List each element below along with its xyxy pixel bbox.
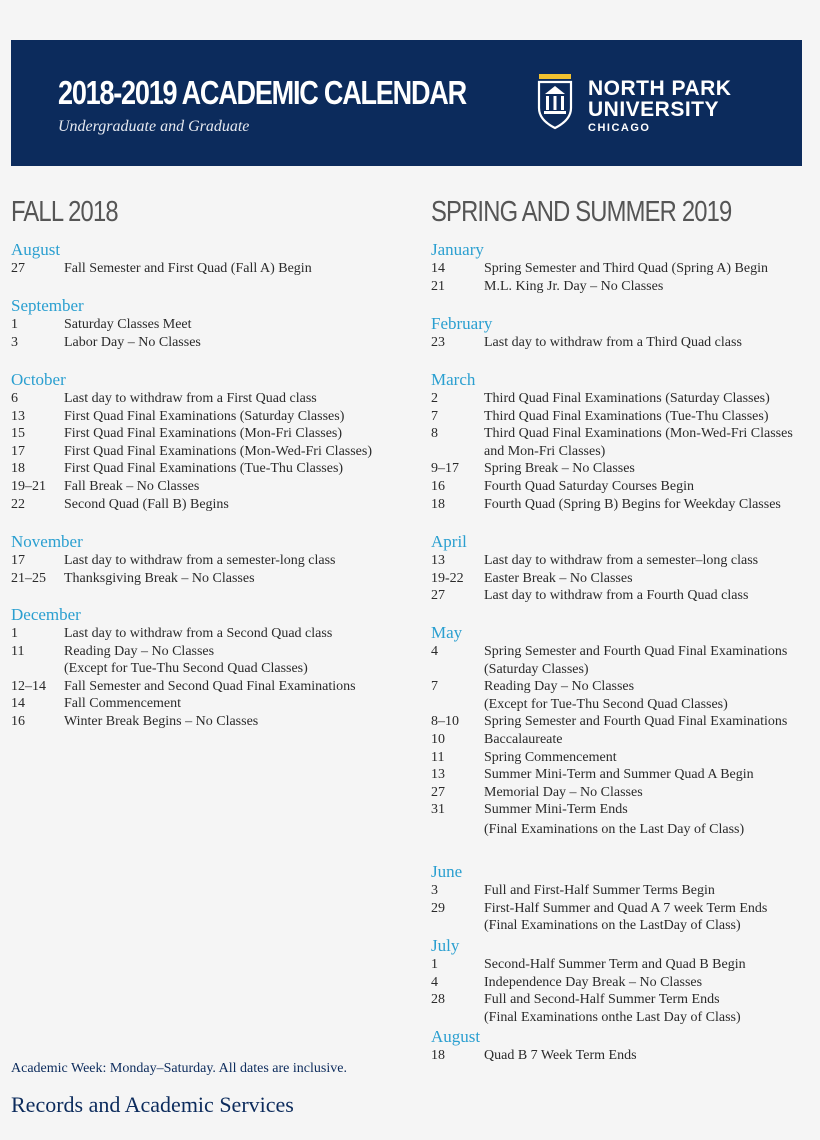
entry-date: 4 <box>431 644 438 659</box>
month-heading: May <box>431 623 463 642</box>
entry-text: Last day to withdraw from a Fourth Quad class <box>484 588 749 604</box>
month-heading: January <box>431 240 484 259</box>
entry-date: 7 <box>431 408 438 424</box>
entry-date: 27 <box>11 261 25 276</box>
entry-text: Thanksgiving Break – No Classes <box>64 570 255 586</box>
entry-date: 6 <box>11 391 18 406</box>
entry-date: 12–14 <box>11 678 46 694</box>
entry-date: 2 <box>431 391 438 406</box>
page-title: 2018-2019 ACADEMIC CALENDAR <box>58 74 466 111</box>
entry-text: Spring Semester and Fourth Quad Final Examinations <box>484 714 788 730</box>
entry-text: First Quad Final Examinations (Mon-Wed-Fri Classes) <box>64 443 373 459</box>
entry-text: Third Quad Final Examinations (Mon-Wed-Fri Classes <box>484 426 793 442</box>
month-heading: October <box>11 370 66 389</box>
entry-date: 13 <box>431 553 445 568</box>
entry-date: 13 <box>431 767 445 783</box>
entry-date: 1 <box>11 317 18 332</box>
entry-text: Fall Break – No Classes <box>64 479 200 494</box>
entry-text: (Final Examinations on the Last Day of Class) <box>484 822 745 837</box>
entry-text: Full and First-Half Summer Terms Begin <box>484 883 715 898</box>
entry-text: Last day to withdraw from a semester-long class <box>64 553 336 568</box>
entry-date: 19–21 <box>11 479 46 494</box>
entry-text: Saturday Classes Meet <box>64 317 192 332</box>
entry-text: Fall Commencement <box>64 696 182 712</box>
entry-text: Last day to withdraw from a Second Quad class <box>64 626 333 641</box>
entry-date: 17 <box>11 553 25 568</box>
entry-date: 18 <box>11 461 25 477</box>
entry-text: First Quad Final Examinations (Mon-Fri Classes) <box>64 426 343 442</box>
entry-date: 4 <box>431 974 438 990</box>
entry-text: Full and Second-Half Summer Term Ends <box>484 992 720 1008</box>
entry-text: Fourth Quad (Spring B) Begins for Weekday Classes <box>484 496 781 512</box>
entry-date: 1 <box>431 957 438 972</box>
entry-date: 23 <box>431 335 445 350</box>
month-heading: June <box>431 862 463 881</box>
entry-date: 9–17 <box>431 461 459 477</box>
header-banner <box>11 40 802 166</box>
logo-line-3: CHICAGO <box>588 122 651 134</box>
entry-text: Last day to withdraw from a First Quad class <box>64 391 317 406</box>
entry-date: 18 <box>431 496 445 512</box>
entry-text: Easter Break – No Classes <box>484 570 633 586</box>
entry-date: 11 <box>431 749 445 765</box>
entry-date: 31 <box>431 802 445 818</box>
entry-date: 28 <box>431 992 445 1008</box>
fall-heading: FALL 2018 <box>11 196 118 228</box>
page-subtitle: Undergraduate and Graduate <box>58 118 250 135</box>
entry-date: 14 <box>11 696 25 712</box>
entry-text: Last day to withdraw from a Third Quad class <box>484 335 742 350</box>
entry-text: Third Quad Final Examinations (Saturday Classes) <box>484 391 770 406</box>
entry-text: Winter Break Begins – No Classes <box>64 714 259 729</box>
entry-date: 8 <box>431 426 438 442</box>
entry-text: Reading Day – No Classes <box>484 679 635 695</box>
entry-text: First Quad Final Examinations (Saturday Classes) <box>64 408 345 424</box>
entry-date: 8–10 <box>431 714 459 730</box>
month-heading: August <box>431 1027 481 1046</box>
spring-heading: SPRING AND SUMMER 2019 <box>431 196 732 228</box>
month-heading: February <box>431 314 493 333</box>
entry-text: Quad B 7 Week Term Ends <box>484 1048 637 1063</box>
entry-date: 14 <box>431 261 445 276</box>
entry-date: 3 <box>11 334 18 350</box>
footer-note: Academic Week: Monday–Saturday. All dates are inclusive. <box>11 1061 347 1076</box>
logo-line-2: UNIVERSITY <box>588 98 720 121</box>
entry-text: (Final Examinations onthe Last Day of Class) <box>484 1009 741 1025</box>
entry-date: 27 <box>431 784 445 800</box>
entry-text: Third Quad Final Examinations (Tue-Thu Classes) <box>484 408 769 424</box>
entry-text: Spring Semester and Fourth Quad Final Examinations <box>484 644 788 659</box>
entry-text: First Quad Final Examinations (Tue-Thu Classes) <box>64 461 344 477</box>
entry-date: 21 <box>431 278 445 294</box>
entry-date: 10 <box>431 732 445 747</box>
entry-text: M.L. King Jr. Day – No Classes <box>484 278 664 294</box>
entry-date: 19-22 <box>431 570 464 586</box>
entry-text: Summer Mini-Term and Summer Quad A Begin <box>484 767 754 783</box>
entry-date: 3 <box>431 883 438 898</box>
month-heading: August <box>11 240 61 259</box>
entry-date: 18 <box>431 1048 445 1063</box>
month-heading: July <box>431 936 460 955</box>
building-shield-icon <box>536 72 574 130</box>
entry-date: 15 <box>11 426 25 442</box>
entry-text: and Mon-Fri Classes) <box>484 443 606 459</box>
entry-text: Fourth Quad Saturday Courses Begin <box>484 479 694 494</box>
logo-line-1: NORTH PARK <box>588 77 732 100</box>
month-heading: November <box>11 532 83 551</box>
entry-text: (Final Examinations on the LastDay of Class) <box>484 918 741 934</box>
entry-date: 27 <box>431 588 445 604</box>
month-heading: September <box>11 296 84 315</box>
entry-text: Memorial Day – No Classes <box>484 784 643 800</box>
entry-text: Spring Break – No Classes <box>484 461 635 477</box>
entry-text: Spring Commencement <box>484 749 617 765</box>
entry-text: Labor Day – No Classes <box>64 334 201 350</box>
entry-text: Fall Semester and First Quad (Fall A) Begin <box>64 261 312 276</box>
entry-date: 17 <box>11 443 25 459</box>
entry-text: Baccalaureate <box>484 732 563 747</box>
entry-date: 1 <box>11 626 18 641</box>
entry-date: 13 <box>11 408 25 424</box>
entry-text: Last day to withdraw from a semester–long class <box>484 553 759 568</box>
entry-date: 16 <box>431 479 445 494</box>
entry-text: (Saturday Classes) <box>484 661 589 677</box>
entry-text: Second Quad (Fall B) Begins <box>64 496 229 512</box>
entry-date: 16 <box>11 714 25 729</box>
entry-date: 29 <box>431 900 445 916</box>
entry-text: Independence Day Break – No Classes <box>484 974 703 990</box>
entry-date: 11 <box>11 643 25 659</box>
month-heading: April <box>431 532 467 551</box>
month-heading: December <box>11 605 81 624</box>
entry-text: Reading Day – No Classes <box>64 643 215 659</box>
entry-text: Fall Semester and Second Quad Final Examinations <box>64 678 356 694</box>
entry-text: First-Half Summer and Quad A 7 week Term Ends <box>484 900 768 916</box>
entry-text: Second-Half Summer Term and Quad B Begin <box>484 957 746 972</box>
month-heading: March <box>431 370 476 389</box>
entry-date: 21–25 <box>11 570 46 586</box>
entry-date: 7 <box>431 679 438 695</box>
entry-text: Spring Semester and Third Quad (Spring A) Begin <box>484 261 768 276</box>
entry-text: Summer Mini-Term Ends <box>484 802 628 818</box>
university-logo <box>536 72 756 136</box>
footer-department: Records and Academic Services <box>11 1092 294 1117</box>
entry-date: 22 <box>11 496 25 512</box>
entry-text: (Except for Tue-Thu Second Quad Classes) <box>64 661 308 677</box>
entry-text: (Except for Tue-Thu Second Quad Classes) <box>484 696 728 712</box>
